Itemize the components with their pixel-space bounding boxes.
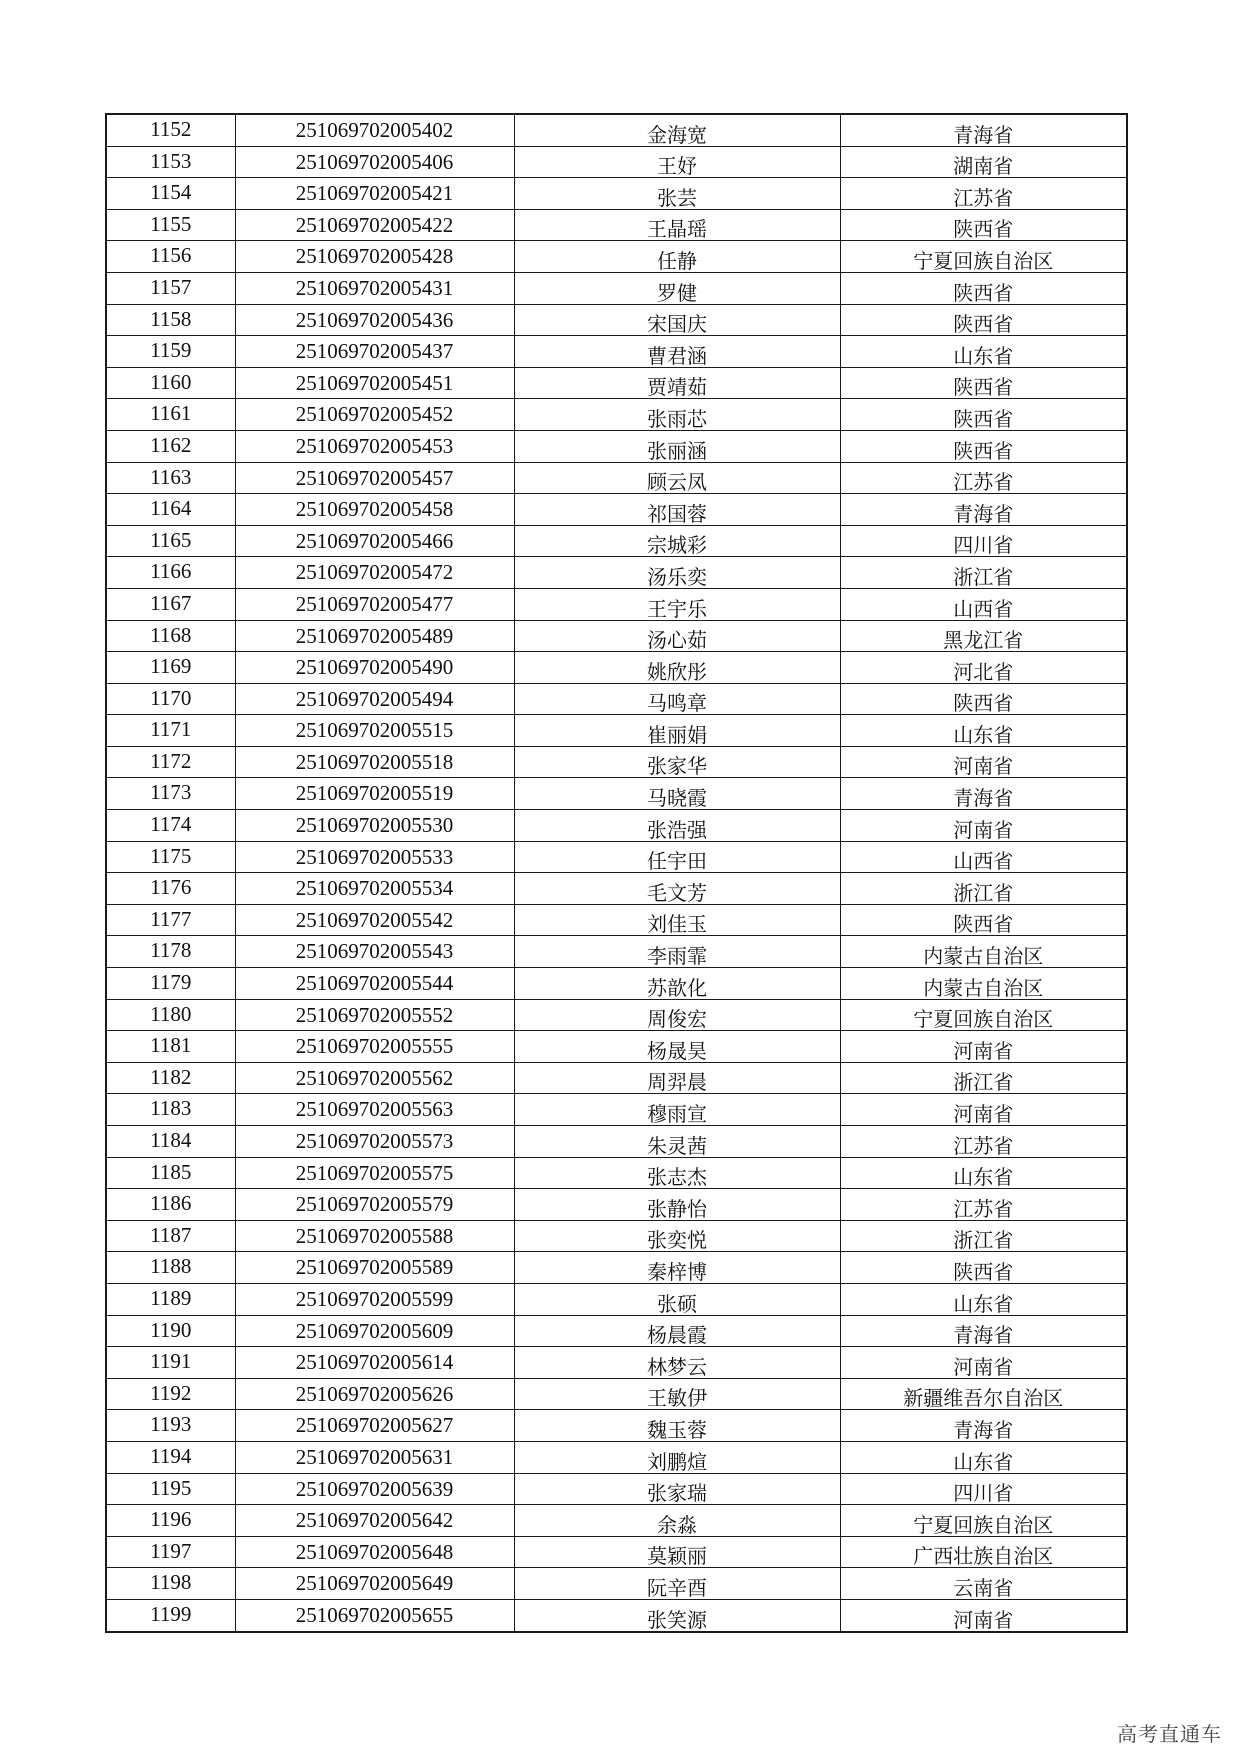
province-cell: 青海省 [840,494,1127,526]
candidate-id-cell: 251069702005453 [235,430,514,462]
row-number-cell: 1178 [106,936,235,968]
candidate-name-cell: 宗城彩 [514,525,840,557]
row-number-cell: 1164 [106,494,235,526]
candidate-id-cell: 251069702005609 [235,1315,514,1347]
row-number-cell: 1180 [106,999,235,1031]
row-number-cell: 1190 [106,1315,235,1347]
candidate-name-cell: 顾云凤 [514,462,840,494]
table-row [106,1599,1127,1631]
row-number-cell: 1167 [106,588,235,620]
row-number-cell: 1162 [106,430,235,462]
table-row [106,336,1127,368]
candidate-id-cell: 251069702005614 [235,1347,514,1379]
table-row [106,1031,1127,1063]
row-number-cell: 1155 [106,209,235,241]
candidate-name-cell: 周俊宏 [514,999,840,1031]
candidate-id-cell: 251069702005489 [235,620,514,652]
candidate-name-cell: 张丽涵 [514,430,840,462]
table-row [106,209,1127,241]
candidate-name-cell: 张家华 [514,746,840,778]
candidate-name-cell: 王晶瑶 [514,209,840,241]
candidate-id-cell: 251069702005515 [235,715,514,747]
candidate-name-cell: 张硕 [514,1283,840,1315]
candidate-name-cell: 张浩强 [514,810,840,842]
row-number-cell: 1187 [106,1220,235,1252]
candidate-id-cell: 251069702005431 [235,272,514,304]
province-cell: 河北省 [840,652,1127,684]
province-cell: 新疆维吾尔自治区 [840,1378,1127,1410]
table-row [106,1568,1127,1600]
candidate-id-cell: 251069702005555 [235,1031,514,1063]
table-row [106,1378,1127,1410]
row-number-cell: 1184 [106,1126,235,1158]
province-cell: 浙江省 [840,873,1127,905]
province-cell: 陕西省 [840,683,1127,715]
province-cell: 河南省 [840,1347,1127,1379]
province-cell: 四川省 [840,1473,1127,1505]
candidate-id-cell: 251069702005428 [235,241,514,273]
province-cell: 浙江省 [840,1220,1127,1252]
candidate-name-cell: 刘佳玉 [514,904,840,936]
watermark-text: 高考直通车 [1117,1722,1222,1746]
candidate-id-cell: 251069702005421 [235,178,514,210]
candidate-name-cell: 余淼 [514,1505,840,1537]
candidate-id-cell: 251069702005655 [235,1599,514,1631]
candidate-id-cell: 251069702005579 [235,1189,514,1221]
row-number-cell: 1176 [106,873,235,905]
table-row [106,652,1127,684]
table-row [106,367,1127,399]
table-row [106,462,1127,494]
candidate-id-cell: 251069702005533 [235,841,514,873]
candidate-id-cell: 251069702005552 [235,999,514,1031]
table-row [106,114,1127,146]
row-number-cell: 1168 [106,620,235,652]
table-row [106,178,1127,210]
table-row [106,1473,1127,1505]
province-cell: 青海省 [840,1410,1127,1442]
province-cell: 陕西省 [840,904,1127,936]
table-row [106,1220,1127,1252]
candidate-name-cell: 汤心茹 [514,620,840,652]
candidate-id-cell: 251069702005490 [235,652,514,684]
candidate-id-cell: 251069702005452 [235,399,514,431]
province-cell: 山东省 [840,715,1127,747]
province-cell: 陕西省 [840,272,1127,304]
province-cell: 江苏省 [840,1126,1127,1158]
candidate-name-cell: 王敏伊 [514,1378,840,1410]
row-number-cell: 1161 [106,399,235,431]
row-number-cell: 1152 [106,114,235,146]
candidate-name-cell: 阮辛酉 [514,1568,840,1600]
row-number-cell: 1194 [106,1441,235,1473]
candidate-name-cell: 秦梓博 [514,1252,840,1284]
province-cell: 陕西省 [840,399,1127,431]
table-row [106,1126,1127,1158]
candidate-id-cell: 251069702005543 [235,936,514,968]
row-number-cell: 1154 [106,178,235,210]
candidate-id-cell: 251069702005436 [235,304,514,336]
candidate-name-cell: 宋国庆 [514,304,840,336]
table-row [106,683,1127,715]
province-cell: 河南省 [840,746,1127,778]
row-number-cell: 1172 [106,746,235,778]
province-cell: 陕西省 [840,367,1127,399]
candidate-id-cell: 251069702005542 [235,904,514,936]
row-number-cell: 1153 [106,146,235,178]
province-cell: 黑龙江省 [840,620,1127,652]
candidate-name-cell: 马鸣章 [514,683,840,715]
row-number-cell: 1183 [106,1094,235,1126]
row-number-cell: 1189 [106,1283,235,1315]
row-number-cell: 1181 [106,1031,235,1063]
candidate-id-cell: 251069702005575 [235,1157,514,1189]
province-cell: 云南省 [840,1568,1127,1600]
table-row [106,873,1127,905]
table-row [106,588,1127,620]
row-number-cell: 1157 [106,272,235,304]
candidate-name-cell: 周羿晨 [514,1062,840,1094]
table-row [106,1315,1127,1347]
candidate-name-cell: 张雨芯 [514,399,840,431]
row-number-cell: 1163 [106,462,235,494]
candidate-id-cell: 251069702005518 [235,746,514,778]
row-number-cell: 1166 [106,557,235,589]
province-cell: 江苏省 [840,1189,1127,1221]
province-cell: 陕西省 [840,304,1127,336]
candidate-id-cell: 251069702005631 [235,1441,514,1473]
candidate-id-cell: 251069702005458 [235,494,514,526]
table-row [106,430,1127,462]
candidate-name-cell: 王宇乐 [514,588,840,620]
roster-table [105,113,1128,1633]
row-number-cell: 1191 [106,1347,235,1379]
table-row [106,494,1127,526]
candidate-id-cell: 251069702005402 [235,114,514,146]
candidate-id-cell: 251069702005589 [235,1252,514,1284]
table-row [106,746,1127,778]
candidate-id-cell: 251069702005437 [235,336,514,368]
row-number-cell: 1192 [106,1378,235,1410]
table-row [106,1410,1127,1442]
table-row [106,841,1127,873]
table-row [106,1441,1127,1473]
table-row [106,399,1127,431]
province-cell: 山西省 [840,588,1127,620]
table-row [106,999,1127,1031]
table-row [106,146,1127,178]
candidate-name-cell: 毛文芳 [514,873,840,905]
candidate-id-cell: 251069702005457 [235,462,514,494]
row-number-cell: 1175 [106,841,235,873]
row-number-cell: 1169 [106,652,235,684]
candidate-name-cell: 林梦云 [514,1347,840,1379]
candidate-name-cell: 任静 [514,241,840,273]
candidate-name-cell: 祁国蓉 [514,494,840,526]
table-row [106,936,1127,968]
province-cell: 山东省 [840,1441,1127,1473]
candidate-name-cell: 曹君涵 [514,336,840,368]
table-row [106,1157,1127,1189]
candidate-name-cell: 王妤 [514,146,840,178]
row-number-cell: 1186 [106,1189,235,1221]
candidate-name-cell: 张奕悦 [514,1220,840,1252]
province-cell: 山东省 [840,1283,1127,1315]
candidate-id-cell: 251069702005422 [235,209,514,241]
candidate-name-cell: 张芸 [514,178,840,210]
table-row [106,715,1127,747]
candidate-name-cell: 姚欣彤 [514,652,840,684]
province-cell: 青海省 [840,1315,1127,1347]
province-cell: 宁夏回族自治区 [840,1505,1127,1537]
candidate-id-cell: 251069702005472 [235,557,514,589]
table-row [106,1252,1127,1284]
candidate-id-cell: 251069702005519 [235,778,514,810]
candidate-name-cell: 罗健 [514,272,840,304]
row-number-cell: 1182 [106,1062,235,1094]
table-row [106,1347,1127,1379]
table-row [106,1094,1127,1126]
table-row [106,904,1127,936]
province-cell: 河南省 [840,1599,1127,1631]
row-number-cell: 1158 [106,304,235,336]
candidate-id-cell: 251069702005588 [235,1220,514,1252]
table-row [106,304,1127,336]
candidate-name-cell: 张静怡 [514,1189,840,1221]
province-cell: 内蒙古自治区 [840,936,1127,968]
province-cell: 湖南省 [840,146,1127,178]
candidate-id-cell: 251069702005544 [235,968,514,1000]
province-cell: 陕西省 [840,430,1127,462]
candidate-id-cell: 251069702005599 [235,1283,514,1315]
candidate-name-cell: 张志杰 [514,1157,840,1189]
province-cell: 浙江省 [840,557,1127,589]
candidate-id-cell: 251069702005649 [235,1568,514,1600]
province-cell: 四川省 [840,525,1127,557]
table-row [106,810,1127,842]
province-cell: 河南省 [840,1094,1127,1126]
table-row [106,241,1127,273]
candidate-name-cell: 杨晟昊 [514,1031,840,1063]
row-number-cell: 1195 [106,1473,235,1505]
province-cell: 宁夏回族自治区 [840,999,1127,1031]
candidate-id-cell: 251069702005466 [235,525,514,557]
candidate-id-cell: 251069702005406 [235,146,514,178]
candidate-id-cell: 251069702005562 [235,1062,514,1094]
province-cell: 江苏省 [840,178,1127,210]
table-row [106,778,1127,810]
row-number-cell: 1188 [106,1252,235,1284]
row-number-cell: 1173 [106,778,235,810]
roster-table-body [106,114,1127,1632]
candidate-name-cell: 贾靖茹 [514,367,840,399]
row-number-cell: 1156 [106,241,235,273]
row-number-cell: 1165 [106,525,235,557]
candidate-name-cell: 莫颖丽 [514,1536,840,1568]
province-cell: 青海省 [840,778,1127,810]
province-cell: 宁夏回族自治区 [840,241,1127,273]
table-row [106,968,1127,1000]
province-cell: 山东省 [840,1157,1127,1189]
table-row [106,1189,1127,1221]
candidate-name-cell: 张笑源 [514,1599,840,1631]
row-number-cell: 1171 [106,715,235,747]
table-row [106,1283,1127,1315]
candidate-name-cell: 刘鹏煊 [514,1441,840,1473]
row-number-cell: 1159 [106,336,235,368]
province-cell: 江苏省 [840,462,1127,494]
candidate-id-cell: 251069702005573 [235,1126,514,1158]
province-cell: 山西省 [840,841,1127,873]
candidate-id-cell: 251069702005642 [235,1505,514,1537]
province-cell: 内蒙古自治区 [840,968,1127,1000]
province-cell: 陕西省 [840,1252,1127,1284]
row-number-cell: 1199 [106,1599,235,1631]
candidate-name-cell: 穆雨宣 [514,1094,840,1126]
row-number-cell: 1179 [106,968,235,1000]
candidate-name-cell: 马晓霞 [514,778,840,810]
candidate-name-cell: 朱灵茜 [514,1126,840,1158]
candidate-name-cell: 杨晨霞 [514,1315,840,1347]
row-number-cell: 1170 [106,683,235,715]
row-number-cell: 1196 [106,1505,235,1537]
candidate-name-cell: 魏玉蓉 [514,1410,840,1442]
candidate-id-cell: 251069702005627 [235,1410,514,1442]
province-cell: 山东省 [840,336,1127,368]
candidate-name-cell: 汤乐奕 [514,557,840,589]
row-number-cell: 1197 [106,1536,235,1568]
row-number-cell: 1174 [106,810,235,842]
candidate-id-cell: 251069702005494 [235,683,514,715]
province-cell: 河南省 [840,810,1127,842]
candidate-id-cell: 251069702005451 [235,367,514,399]
table-row [106,1536,1127,1568]
row-number-cell: 1185 [106,1157,235,1189]
candidate-name-cell: 崔丽娟 [514,715,840,747]
candidate-name-cell: 苏歆化 [514,968,840,1000]
candidate-id-cell: 251069702005626 [235,1378,514,1410]
candidate-id-cell: 251069702005648 [235,1536,514,1568]
table-row [106,1505,1127,1537]
candidate-id-cell: 251069702005477 [235,588,514,620]
province-cell: 青海省 [840,114,1127,146]
candidate-id-cell: 251069702005639 [235,1473,514,1505]
candidate-id-cell: 251069702005563 [235,1094,514,1126]
table-row [106,557,1127,589]
row-number-cell: 1198 [106,1568,235,1600]
candidate-name-cell: 张家瑞 [514,1473,840,1505]
row-number-cell: 1193 [106,1410,235,1442]
candidate-id-cell: 251069702005530 [235,810,514,842]
candidate-name-cell: 李雨霏 [514,936,840,968]
candidate-name-cell: 金海宽 [514,114,840,146]
province-cell: 广西壮族自治区 [840,1536,1127,1568]
province-cell: 河南省 [840,1031,1127,1063]
table-row [106,272,1127,304]
province-cell: 陕西省 [840,209,1127,241]
table-row [106,1062,1127,1094]
candidate-id-cell: 251069702005534 [235,873,514,905]
table-row [106,620,1127,652]
table-row [106,525,1127,557]
row-number-cell: 1160 [106,367,235,399]
row-number-cell: 1177 [106,904,235,936]
candidate-name-cell: 任宇田 [514,841,840,873]
province-cell: 浙江省 [840,1062,1127,1094]
